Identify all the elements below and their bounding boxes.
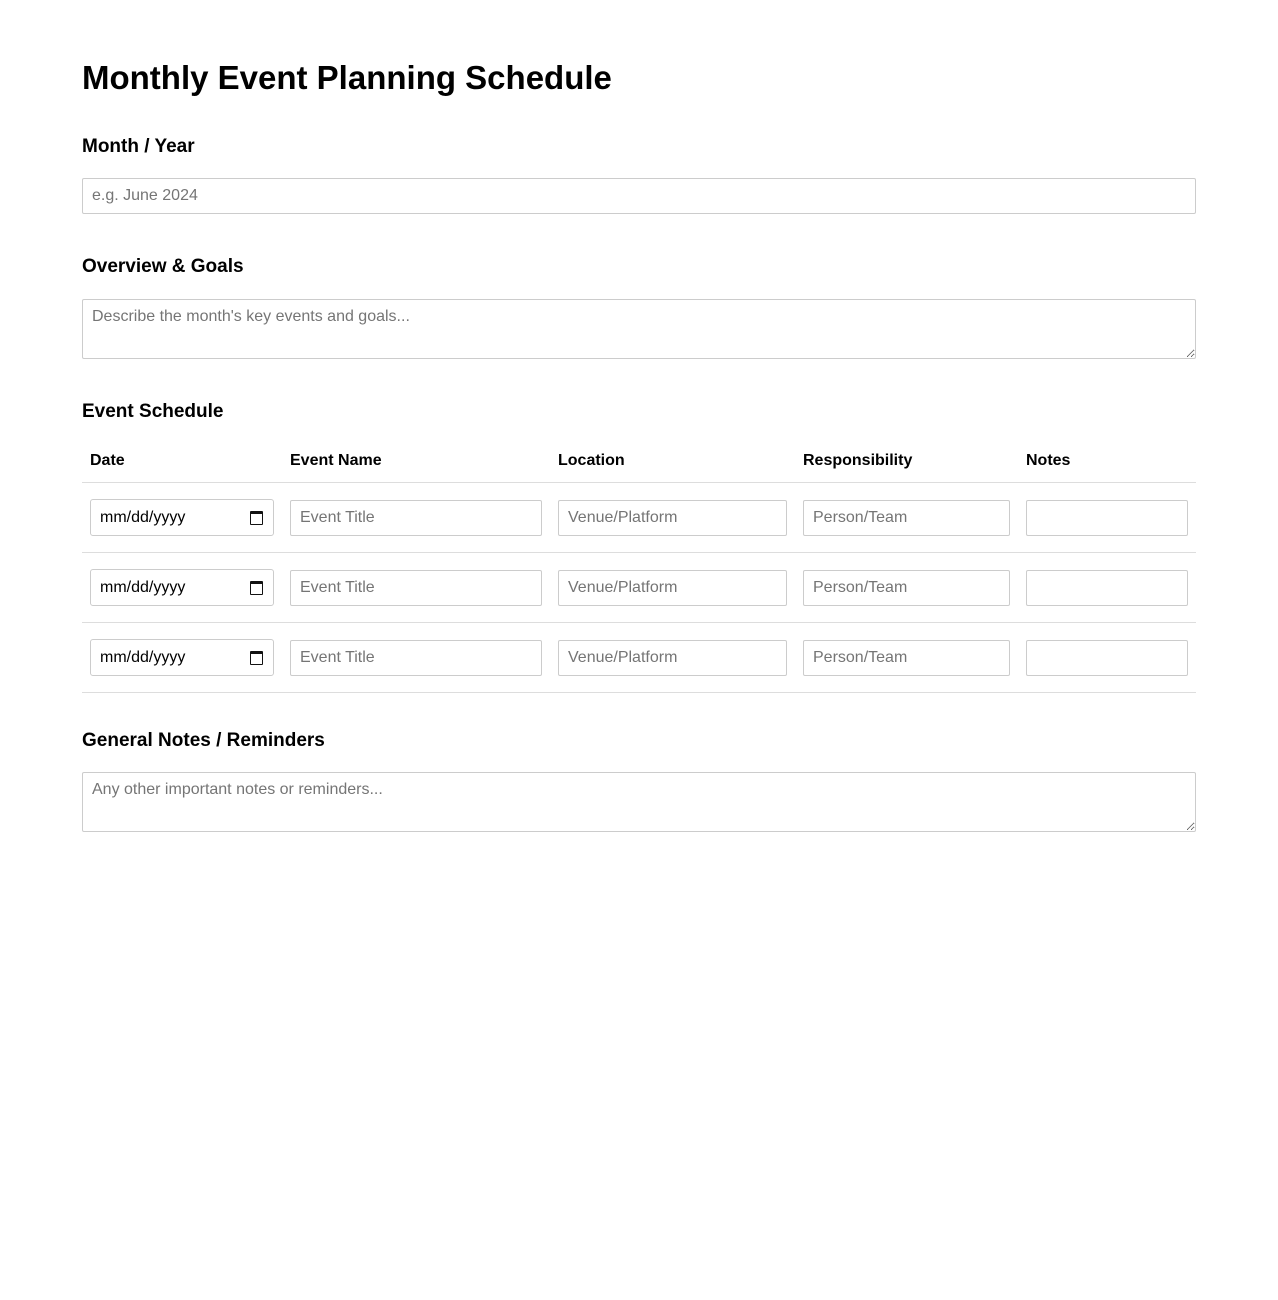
column-header-notes: Notes bbox=[1018, 440, 1196, 483]
location-input[interactable] bbox=[558, 640, 787, 676]
month-year-input[interactable] bbox=[82, 178, 1196, 214]
notes-input[interactable] bbox=[1026, 500, 1188, 536]
notes-input[interactable] bbox=[1026, 640, 1188, 676]
column-header-responsibility: Responsibility bbox=[795, 440, 1018, 483]
responsibility-input[interactable] bbox=[803, 640, 1010, 676]
date-input[interactable] bbox=[90, 569, 274, 606]
calendar-icon[interactable] bbox=[250, 511, 263, 525]
date-input[interactable] bbox=[90, 639, 274, 676]
calendar-icon[interactable] bbox=[250, 651, 263, 665]
event-name-input[interactable] bbox=[290, 640, 542, 676]
date-input[interactable] bbox=[90, 499, 274, 536]
notes-input[interactable] bbox=[1026, 570, 1188, 606]
month-year-label: Month / Year bbox=[82, 136, 195, 157]
location-input[interactable] bbox=[558, 500, 787, 536]
date-format-text: mm/dd/yyyy bbox=[100, 508, 186, 526]
responsibility-input[interactable] bbox=[803, 570, 1010, 606]
date-format-text: mm/dd/yyyy bbox=[100, 578, 186, 596]
date-format-text: mm/dd/yyyy bbox=[100, 648, 186, 666]
general-notes-textarea[interactable] bbox=[82, 772, 1196, 832]
general-notes-label: General Notes / Reminders bbox=[82, 730, 325, 751]
event-schedule-table bbox=[82, 440, 1196, 693]
location-input[interactable] bbox=[558, 570, 787, 606]
column-header-location: Location bbox=[550, 440, 795, 483]
table-row bbox=[82, 623, 1196, 693]
overview-textarea[interactable] bbox=[82, 299, 1196, 359]
table-row bbox=[82, 553, 1196, 623]
event-name-input[interactable] bbox=[290, 500, 542, 536]
column-header-date: Date bbox=[82, 440, 282, 483]
overview-label: Overview & Goals bbox=[82, 256, 244, 277]
event-name-input[interactable] bbox=[290, 570, 542, 606]
calendar-icon[interactable] bbox=[250, 581, 263, 595]
responsibility-input[interactable] bbox=[803, 500, 1010, 536]
page-title: Monthly Event Planning Schedule bbox=[82, 59, 612, 96]
event-schedule-label: Event Schedule bbox=[82, 401, 224, 422]
column-header-event-name: Event Name bbox=[282, 440, 550, 483]
table-header-row bbox=[82, 440, 1196, 483]
table-row bbox=[82, 483, 1196, 553]
